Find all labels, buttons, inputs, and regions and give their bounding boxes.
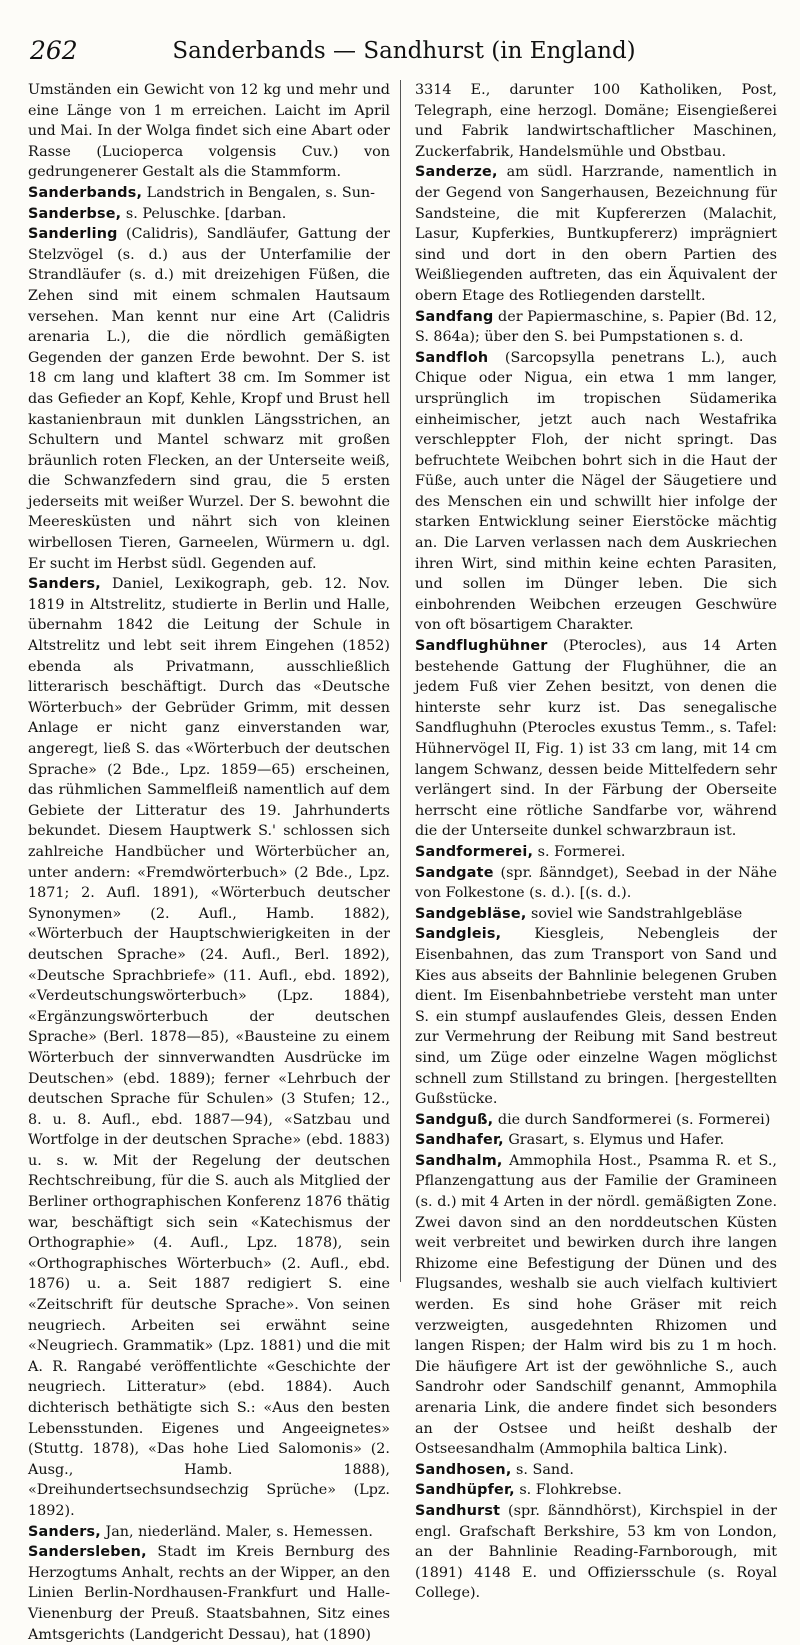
entry-headword: Sanders, xyxy=(28,576,101,593)
entry-headword: Sandhafer, xyxy=(415,1132,504,1149)
entry-headword: Sandhurst xyxy=(415,1502,501,1519)
dictionary-entry xyxy=(28,1542,390,1645)
dictionary-entry xyxy=(415,80,777,162)
page-header xyxy=(30,36,778,72)
entry-headword: Sandguß, xyxy=(415,1111,494,1128)
dictionary-entry xyxy=(28,574,390,1521)
entry-text: (Pterocles), aus 14 Arten bestehende Gattung der Flughühner, die an jedem Fuß vier Zehen besitzt, von denen die hinterste sehr kurz ist. Das senegalische Sandflughuhn (Pterocles exustus Temm., s. Tafel: Hühnervögel II, Fig. 1) ist 33 cm lang, mit 14 cm langem Schwanz, dessen beide Mittelfedern sehr verlängert sind. In der Färbung der Oberseite herrscht eine rötliche Sandfarbe vor, während die der Unterseite dunkel schwarzbraun ist. xyxy=(415,638,777,840)
entry-text: s. Sand. xyxy=(511,1461,574,1478)
dictionary-entry xyxy=(28,1522,390,1543)
entry-text: am südl. Harzrande, namentlich in der Gegend von Sangerhausen, Bezeichnung für Sandsteine, die mit Kupfererzen (Malachit, Lasur, Kupferkies, Buntkupfererz) imprägniert sind und dort in den obern Partien des Weißliegenden auftreten, das ein Äquivalent der obern Etage des Rotliegenden darstellt. xyxy=(415,164,777,304)
dictionary-entry xyxy=(415,842,777,863)
dictionary-entry xyxy=(415,1501,777,1604)
entry-headword: Sandhalm, xyxy=(415,1152,503,1169)
dictionary-entry xyxy=(415,904,777,925)
entry-text: s. Peluschke. [darban. xyxy=(121,205,287,222)
dictionary-entry xyxy=(415,162,777,306)
entry-headword: Sandformerei, xyxy=(415,843,534,860)
entry-text: (spr. ßänndhörst), Kirchspiel in der engl. Grafschaft Berkshire, 53 km von London, an der Bahnlinie Reading-Farnborough, mit (1891) 4148 E. und Offiziersschule (s. Royal College). xyxy=(415,1502,777,1602)
entry-headword: Sandfloh xyxy=(415,349,489,366)
entry-headword: Sandgleis, xyxy=(415,926,502,943)
dictionary-entry xyxy=(415,863,777,904)
entry-text: (Calidris), Sandläufer, Gattung der Stelzvögel (s. d.) aus der Unterfamilie der Strandläufer (s. d.) mit dreizehigen Füßen, die Zehen sind mit einem schmalen Hautsaum versehen. Man kennt nur eine Art (Calidris arenaria L.), die die nördlich gemäßigten Gegenden der ganzen Erde bewohnt. Der S. ist 18 cm lang und klaftert 38 cm. Im Sommer ist das Gefieder an Kopf, Kehle, Kropf und Brust hell kastanienbraun mit dunklen Längsstrichen, an Schultern und Mantel schwarz mit großen bräunlich roten Flecken, an der Unterseite weiß, die Schwanzfedern sind grau, die 5 ersten jederseits mit weißer Wurzel. Der S. bewohnt die Meeresküsten und nährt sich von kleinen wirbellosen Tieren, Garneelen, Würmern u. dgl. Er sucht im Herbst südl. Gegenden auf. xyxy=(28,226,390,572)
entry-text: Stadt im Kreis Bernburg des Herzogtums Anhalt, rechts an der Wipper, an den Linien Berlin-Nordhausen-Frankfurt und Halle-Vienenburg der Preuß. Staatsbahnen, Sitz eines Amtsgerichts (Landgericht Dessau), hat (1890) xyxy=(28,1544,390,1643)
dictionary-entry xyxy=(415,636,777,842)
dictionary-entry xyxy=(415,307,777,348)
entry-headword: Sandfang xyxy=(415,308,494,325)
entry-text: Jan, niederländ. Maler, s. Hemessen. xyxy=(100,1523,373,1540)
entry-text: die durch Sandformerei (s. Formerei) xyxy=(493,1111,771,1128)
entry-headword: Sanderbse, xyxy=(28,205,122,222)
entry-text: Grasart, s. Elymus und Hafer. xyxy=(503,1132,725,1149)
dictionary-entry xyxy=(415,348,777,636)
entry-headword: Sanderling xyxy=(28,226,118,243)
dictionary-entry xyxy=(415,1110,777,1131)
entry-text: soviel wie Sandstrahlgebläse xyxy=(526,905,743,922)
entry-text: Umständen ein Gewicht von 12 kg und mehr und eine Länge von 1 m erreichen. Laicht im April und Mai. In der Wolga findet sich eine Abart oder Rasse (Lucioperca volgensis Cuv.) von gedrungenerer Gestalt als die Stammform. xyxy=(28,82,390,181)
entry-text: (spr. ßänndget), Seebad in der Nähe von Folkestone (s. d.). [(s. d.). xyxy=(415,864,777,902)
entry-headword: Sanderze, xyxy=(415,164,498,181)
entry-text: s. Flohkrebse. xyxy=(514,1482,622,1499)
entry-headword: Sandgebläse, xyxy=(415,905,527,922)
entry-headword: Sanderbands, xyxy=(28,184,143,201)
dictionary-entry xyxy=(28,224,390,574)
column-divider xyxy=(400,80,401,1282)
entry-text: (Sarcopsylla penetrans L.), auch Chique oder Nigua, ein etwa 1 mm langer, ursprünglich im tropischen Südamerika einheimischer, jetzt auch nach Westafrika verschleppter Floh, der nicht springt. Das befruchtete Weibchen bohrt sich in die Haut der Füße, auch unter die Nägel der Säugetiere und des Menschen ein und schwillt hier infolge der starken Entwicklung seiner Eierstöcke mächtig an. Die Larven verlassen nach dem Auskriechen ihren Wirt, sind mithin keine echten Parasiten, und sollen im Dünger leben. Die sich einbohrenden Weibchen erzeugen Geschwüre von oft bösartigem Charakter. xyxy=(415,349,777,634)
entry-text: 3314 E., darunter 100 Katholiken, Post, Telegraph, eine herzogl. Domäne; Eisengießerei und Fabrik landwirtschaftlicher Maschinen, Zuckerfabrik, Handelsmühle und Obstbau. xyxy=(415,82,777,160)
dictionary-entry xyxy=(415,1130,777,1151)
entry-headword: Sandhüpfer, xyxy=(415,1482,515,1499)
entry-headword: Sandersleben, xyxy=(28,1544,147,1561)
page-number: 262 xyxy=(30,36,78,65)
running-head: Sanderbands — Sandhurst (in England) xyxy=(172,38,636,64)
dictionary-entry xyxy=(415,924,777,1109)
dictionary-entry xyxy=(415,1460,777,1481)
entry-text: Daniel, Lexikograph, geb. 12. Nov. 1819 in Altstrelitz, studierte in Berlin und Halle, übernahm 1842 die Leitung der Schule in Altstrelitz und lebt seit ihrem Eingehen (1852) ebenda als Privatmann, ausschließlich litterarisch beschäftigt. Durch das «Deutsche Wörterbuch» der Gebrüder Grimm, mit dessen Anlage er nicht ganz einverstanden war, angeregt, ließ S. das «Wörterbuch der deutschen Sprache» (2 Bde., Lpz. 1859—65) erscheinen, das rühmlichen Sammelfleiß namentlich auf dem Gebiete der Litteratur des 19. Jahrhunderts bekundet. Diesem Hauptwerk S.' schlossen sich zahlreiche Handbücher und Wörterbücher an, unter andern: «Fremdwörterbuch» (2 Bde., Lpz. 1871; 2. Aufl. 1891), «Wörterbuch deutscher Synonymen» (2. Aufl., Hamb. 1882), «Wörterbuch der Hauptschwierigkeiten in der deutschen Sprache» (24. Aufl., Berl. 1892), «Deutsche Sprachbriefe» (11. Aufl., ebd. 1892), «Verdeutschungswörterbuch» (Lpz. 1884), «Ergänzungswörterbuch der deutschen Sprache» (Berl. 1878—85), «Bausteine zu einem Wörterbuch der sinnverwandten Ausdrücke im Deutschen» (ebd. 1889); ferner «Lehrbuch der deutschen Sprache für Schulen» (3 Stufen; 12., 8. u. 8. Aufl., ebd. 1887—94), «Satzbau und Wortfolge in der deutschen Sprache» (ebd. 1883) u. s. w. Mit der Regelung der deutschen Rechtschreibung, für die S. auch als Mitglied der Berliner orthographischen Konferenz 1876 thätig war, beschäftigt sich sein «Katechismus der Orthographie» (4. Aufl., Lpz. 1878), sein «Orthographisches Wörterbuch» (2. Aufl., ebd. 1876) u. a. Seit 1887 redigiert S. eine «Zeitschrift für deutsche Sprache». Von seinen neugriech. Arbeiten sei erwähnt seine «Neugriech. Grammatik» (Lpz. 1881) und die mit A. R. Rangabé veröffentlichte «Geschichte der neugriech. Litteratur» (ebd. 1884). Auch dichterisch bethätigte sich S.: «Aus den besten Lebensstunden. Eigenes und Angeeignetes» (Stuttg. 1878), «Das hohe Lied Salomonis» (2. Ausg., Hamb. 1888), «Dreihundertsechsundsechzig Sprüche» (Lpz. 1892). xyxy=(28,576,390,1519)
right-column xyxy=(415,80,777,1604)
entry-headword: Sandflughühner xyxy=(415,638,548,655)
entry-text: s. Formerei. xyxy=(533,843,626,860)
entry-text: der Papiermaschine, s. Papier (Bd. 12, S. 864a); über den S. bei Pumpstationen s. d. xyxy=(415,308,777,346)
entry-headword: Sanders, xyxy=(28,1523,101,1540)
dictionary-entry xyxy=(28,80,390,183)
entry-headword: Sandhosen, xyxy=(415,1461,512,1478)
dictionary-entry xyxy=(28,204,390,225)
entry-text: Landstrich in Bengalen, s. Sun- xyxy=(142,184,376,201)
dictionary-entry xyxy=(415,1480,777,1501)
dictionary-entry xyxy=(415,1151,777,1460)
entry-text: Kiesgleis, Nebengleis der Eisenbahnen, das zum Transport von Sand und Kies aus abseits der Bahnlinie belegenen Gruben dient. Im Eisenbahnbetriebe versteht man unter S. ein stumpf auslaufendes Gleis, dessen Enden zur Vermehrung der Reibung mit Sand bestreut sind, um Züge oder einzelne Wagen möglichst schnell zum Stillstand zu bringen. [hergestellten Gußstücke. xyxy=(415,926,777,1108)
entry-headword: Sandgate xyxy=(415,864,494,881)
dictionary-entry xyxy=(28,183,390,204)
entry-text: Ammophila Host., Psamma R. et S., Pflanzengattung aus der Familie der Gramineen (s. d.) mit 4 Arten in der nördl. gemäßigten Zone. Zwei davon sind an den norddeutschen Küsten weit verbreitet und bewirken durch ihre langen Rhizome eine Befestigung der Dünen und des Flugsandes, weshalb sie auch vielfach kultiviert werden. Es sind hohe Gräser mit reich verzweigten, ausgedehnten Rhizomen und langen Rispen; der Halm wird bis zu 1 m hoch. Die häufigere Art ist der gewöhnliche S., auch Sandrohr oder Sandschilf genannt, Ammophila arenaria Link, die andere findet sich besonders an der Ostsee und heißt deshalb der Ostseesandhalm (Ammophila baltica Link). xyxy=(415,1152,777,1458)
left-column xyxy=(28,80,390,1645)
